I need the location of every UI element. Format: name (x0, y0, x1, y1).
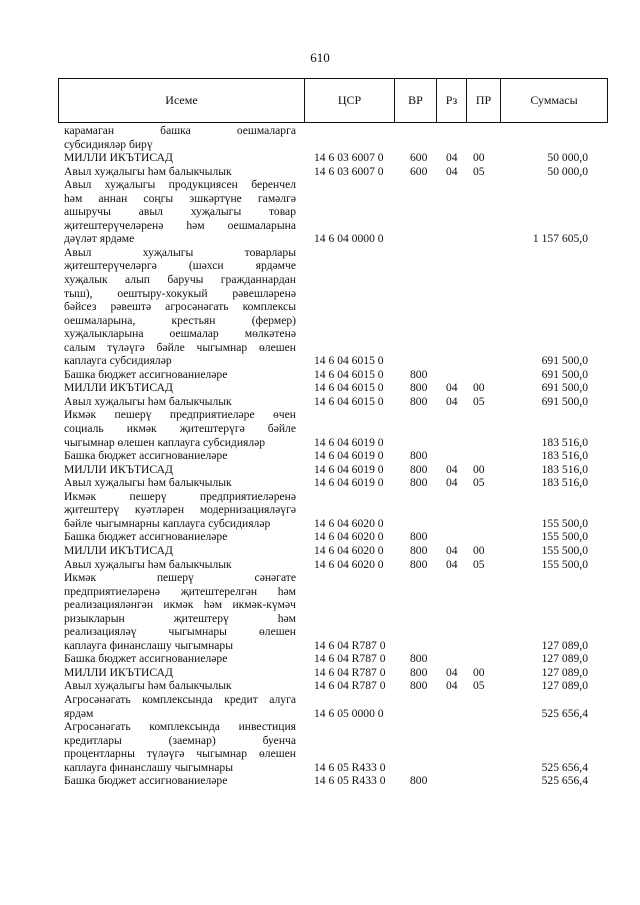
row-name-text: оешмаларына, крестьян (фермер) (64, 313, 296, 327)
table-row-line (0, 707, 640, 721)
table-header (58, 78, 608, 123)
row-name-text: ярдәм (64, 706, 94, 720)
row-pr: 00 (473, 543, 485, 557)
table-row (0, 652, 640, 666)
table-row-line (0, 558, 640, 572)
table-row-line (0, 341, 640, 355)
table-row-line (0, 327, 640, 341)
row-csr: 14 6 04 R787 0 (314, 652, 386, 666)
row-pr: 00 (473, 151, 485, 165)
table-row (0, 490, 640, 531)
table-row-line (0, 138, 640, 152)
table-row-line (0, 368, 640, 382)
table-row-line (0, 612, 640, 626)
table-row-line (0, 287, 640, 301)
row-pr: 05 (473, 679, 485, 693)
table-row (0, 124, 640, 151)
table-row (0, 246, 640, 368)
row-sum: 691 500,0 (541, 354, 588, 368)
row-name-text: Авыл хуҗалыгы һәм балыкчылык (64, 394, 232, 408)
row-csr: 14 6 04 6020 0 (314, 543, 384, 557)
table-row-line (0, 734, 640, 748)
table-row-line (0, 693, 640, 707)
row-rz: 04 (446, 151, 458, 165)
table-row-line (0, 625, 640, 639)
table-row-line (0, 165, 640, 179)
row-rz: 04 (446, 557, 458, 571)
table-row (0, 368, 640, 382)
table-row-line (0, 381, 640, 395)
header-pr: ПР (467, 79, 501, 122)
row-csr: 14 6 04 6019 0 (314, 476, 384, 490)
table-row-line (0, 720, 640, 734)
header-rz: Рз (437, 79, 467, 122)
row-csr: 14 6 04 R787 0 (314, 679, 386, 693)
table-row (0, 381, 640, 395)
row-csr: 14 6 05 R433 0 (314, 760, 386, 774)
row-name-text: реализацияләү чыгымнары өлешен (64, 625, 296, 639)
row-pr: 00 (473, 381, 485, 395)
row-rz: 04 (446, 543, 458, 557)
row-csr: 14 6 04 6015 0 (314, 381, 384, 395)
row-name-text: Авыл хуҗалыгы һәм балыкчылык (64, 557, 232, 571)
row-sum: 127 089,0 (541, 679, 588, 693)
row-sum: 1 157 605,0 (532, 232, 588, 246)
row-vr: 800 (410, 449, 428, 463)
row-name-text: хуҗалык алып баручы гражданнардан (64, 273, 296, 287)
row-name-text: МИЛЛИ ИКЪТИСАД (64, 665, 173, 679)
row-sum: 691 500,0 (541, 367, 588, 381)
table-row-line (0, 544, 640, 558)
row-csr: 14 6 03 6007 0 (314, 164, 384, 178)
row-sum: 183 516,0 (541, 462, 588, 476)
table-row-line (0, 259, 640, 273)
row-csr: 14 6 04 6019 0 (314, 462, 384, 476)
row-vr: 800 (410, 665, 428, 679)
table-row-line (0, 652, 640, 666)
row-name-text: җитештерү куәтләрен модернизацияләүгә (64, 503, 296, 517)
table-row (0, 395, 640, 409)
row-name-text: каплауга субсидияләр (64, 354, 172, 368)
row-sum: 183 516,0 (541, 476, 588, 490)
row-sum: 127 089,0 (541, 652, 588, 666)
row-name-text: бәйсез рәвештә агросәнәгать комплексы (64, 300, 296, 314)
row-name-text: Башка бюджет ассигнованиеләре (64, 367, 228, 381)
table-row-line (0, 666, 640, 680)
table-row-line (0, 314, 640, 328)
row-name-text: предприятиеләренә җитештерелгән һәм (64, 584, 296, 598)
table-row (0, 693, 640, 720)
row-csr: 14 6 05 0000 0 (314, 706, 384, 720)
row-name-text: МИЛЛИ ИКЪТИСАД (64, 151, 173, 165)
table-row-line (0, 232, 640, 246)
row-csr: 14 6 04 6019 0 (314, 449, 384, 463)
table-row (0, 666, 640, 680)
row-name-text: Агросәнәгать комплексында кредит алуга (64, 692, 296, 706)
table-row-line (0, 205, 640, 219)
row-sum: 183 516,0 (541, 435, 588, 449)
row-vr: 800 (410, 774, 428, 788)
row-csr: 14 6 04 6020 0 (314, 557, 384, 571)
row-csr: 14 6 04 R787 0 (314, 665, 386, 679)
table-row (0, 408, 640, 449)
row-pr: 05 (473, 394, 485, 408)
table-row (0, 720, 640, 774)
row-sum: 691 500,0 (541, 394, 588, 408)
row-vr: 800 (410, 367, 428, 381)
row-name-text: Башка бюджет ассигнованиеләре (64, 774, 228, 788)
row-sum: 155 500,0 (541, 516, 588, 530)
row-csr: 14 6 04 R787 0 (314, 638, 386, 652)
row-name-text: Икмәк пешерү предприятиеләре өчен (64, 408, 296, 422)
table-row-line (0, 463, 640, 477)
row-vr: 800 (410, 476, 428, 490)
table-row-line (0, 449, 640, 463)
table-row-line (0, 395, 640, 409)
row-name-text: салым түләүгә бәйле чыгымнар өлешен (64, 340, 296, 354)
row-vr: 800 (410, 462, 428, 476)
page-number: 610 (310, 50, 330, 65)
table-row-line (0, 192, 640, 206)
row-name-text: МИЛЛИ ИКЪТИСАД (64, 462, 173, 476)
row-sum: 525 656,4 (541, 760, 588, 774)
row-name-text: Икмәк пешерү предприятиеләренә (64, 489, 296, 503)
row-name-text: Икмәк пешерү сәнәгате (64, 571, 296, 585)
table-row (0, 151, 640, 165)
table-row-line (0, 517, 640, 531)
row-sum: 127 089,0 (541, 638, 588, 652)
row-name-text: чыгымнар өлешен каплауга субсидияләр (64, 435, 266, 449)
row-name-text: Авыл хуҗалыгы товарлары (64, 245, 296, 259)
row-name-text: тыш), оештыру-хокукый рәвешләренә (64, 286, 296, 300)
row-name-text: җитештерүчеләренә һәм оешмаларына (64, 218, 296, 232)
table-row-line (0, 639, 640, 653)
row-rz: 04 (446, 462, 458, 476)
row-vr: 800 (410, 543, 428, 557)
table-row-line (0, 354, 640, 368)
row-sum: 50 000,0 (547, 151, 588, 165)
row-vr: 800 (410, 530, 428, 544)
table-row (0, 165, 640, 179)
row-name-text: реализацияләнгән икмәк һәм икмәк-күмәч (64, 598, 296, 612)
table-row-line (0, 219, 640, 233)
table-row-line (0, 151, 640, 165)
row-pr: 05 (473, 164, 485, 178)
table-row-line (0, 124, 640, 138)
row-sum: 525 656,4 (541, 706, 588, 720)
table-row-line (0, 598, 640, 612)
row-name-text: Башка бюджет ассигнованиеләре (64, 449, 228, 463)
table-row-line (0, 774, 640, 788)
row-pr: 05 (473, 476, 485, 490)
row-name-text: процентларны түләүгә чыгымнар өлешен (64, 747, 296, 761)
row-name-text: МИЛЛИ ИКЪТИСАД (64, 381, 173, 395)
row-csr: 14 6 04 0000 0 (314, 232, 384, 246)
table-row (0, 476, 640, 490)
row-name-text: карамаган башка оешмаларга (64, 124, 296, 137)
row-vr: 800 (410, 557, 428, 571)
row-name-text: Авыл хуҗалыгы һәм балыкчылык (64, 476, 232, 490)
table-row (0, 774, 640, 788)
table-row-line (0, 503, 640, 517)
row-vr: 800 (410, 652, 428, 666)
row-name-text: субсидияләр бирү (64, 137, 153, 151)
table-row-line (0, 178, 640, 192)
table-row (0, 530, 640, 544)
table-row-line (0, 530, 640, 544)
row-rz: 04 (446, 476, 458, 490)
row-vr: 800 (410, 394, 428, 408)
table-row-line (0, 246, 640, 260)
row-rz: 04 (446, 679, 458, 693)
table-row-line (0, 476, 640, 490)
row-pr: 00 (473, 462, 485, 476)
row-csr: 14 6 04 6020 0 (314, 516, 384, 530)
row-sum: 525 656,4 (541, 774, 588, 788)
row-rz: 04 (446, 665, 458, 679)
row-sum: 155 500,0 (541, 530, 588, 544)
row-csr: 14 6 04 6015 0 (314, 354, 384, 368)
row-vr: 800 (410, 679, 428, 693)
table-row (0, 449, 640, 463)
row-name-text: социаль икмәк җитештерүгә бәйле (64, 422, 296, 436)
table-row-line (0, 436, 640, 450)
table-row-line (0, 585, 640, 599)
row-name-text: җитештерүчеләргә (шәхси ярдәмче (64, 259, 296, 273)
row-rz: 04 (446, 164, 458, 178)
row-rz: 04 (446, 381, 458, 395)
row-csr: 14 6 04 6015 0 (314, 394, 384, 408)
table-row (0, 544, 640, 558)
row-sum: 691 500,0 (541, 381, 588, 395)
row-name-text: бәйле чыгымнарны каплауга субсидияләр (64, 516, 271, 530)
row-name-text: Башка бюджет ассигнованиеләре (64, 652, 228, 666)
table-row (0, 679, 640, 693)
table-row (0, 558, 640, 572)
row-name-text: Авыл хуҗалыгы һәм балыкчылык (64, 164, 232, 178)
table-row-line (0, 422, 640, 436)
table-row-line (0, 273, 640, 287)
table-row (0, 463, 640, 477)
row-name-text: ризыкларын җитештерү һәм (64, 611, 296, 625)
row-csr: 14 6 04 6020 0 (314, 530, 384, 544)
row-csr: 14 6 03 6007 0 (314, 151, 384, 165)
row-csr: 14 6 05 R433 0 (314, 774, 386, 788)
table-row-line (0, 747, 640, 761)
row-sum: 50 000,0 (547, 164, 588, 178)
row-name-text: Авыл хуҗалыгы продукциясен беренчел (64, 178, 296, 192)
row-name-text: каплауга финанслашу чыгымнары (64, 760, 234, 774)
row-vr: 800 (410, 381, 428, 395)
table-body (0, 124, 640, 788)
header-name: Исеме (59, 79, 305, 122)
table-row (0, 571, 640, 652)
row-name-text: ашыручы авыл хуҗалыгы товар (64, 205, 296, 219)
row-name-text: дәүләт ярдәме (64, 232, 135, 246)
row-name-text: хуҗалыкларына оешмалар мөлкәтенә (64, 327, 296, 341)
row-rz: 04 (446, 394, 458, 408)
header-csr: ЦСР (305, 79, 395, 122)
row-name-text: Авыл хуҗалыгы һәм балыкчылык (64, 679, 232, 693)
table-row-line (0, 408, 640, 422)
row-csr: 14 6 04 6015 0 (314, 367, 384, 381)
header-sum: Суммасы (530, 93, 578, 107)
table-row-line (0, 761, 640, 775)
table-row (0, 178, 640, 246)
row-name-text: кредитлары (заемнар) буенча (64, 733, 296, 747)
row-name-text: һәм аннан соңгы эшкәртүне гамәлгә (64, 191, 296, 205)
row-sum: 183 516,0 (541, 449, 588, 463)
table-row-line (0, 490, 640, 504)
row-name-text: Башка бюджет ассигнованиеләре (64, 530, 228, 544)
table-row-line (0, 679, 640, 693)
row-name-text: каплауга финанслашу чыгымнары (64, 638, 234, 652)
row-vr: 600 (410, 164, 428, 178)
row-csr: 14 6 04 6019 0 (314, 435, 384, 449)
row-pr: 00 (473, 665, 485, 679)
row-vr: 600 (410, 151, 428, 165)
header-vr: ВР (395, 79, 437, 122)
row-sum: 155 500,0 (541, 557, 588, 571)
table-row-line (0, 571, 640, 585)
row-sum: 127 089,0 (541, 665, 588, 679)
row-pr: 05 (473, 557, 485, 571)
row-name-text: Агросәнәгать комплексында инвестиция (64, 720, 296, 734)
row-name-text: МИЛЛИ ИКЪТИСАД (64, 543, 173, 557)
row-sum: 155 500,0 (541, 543, 588, 557)
table-row-line (0, 300, 640, 314)
